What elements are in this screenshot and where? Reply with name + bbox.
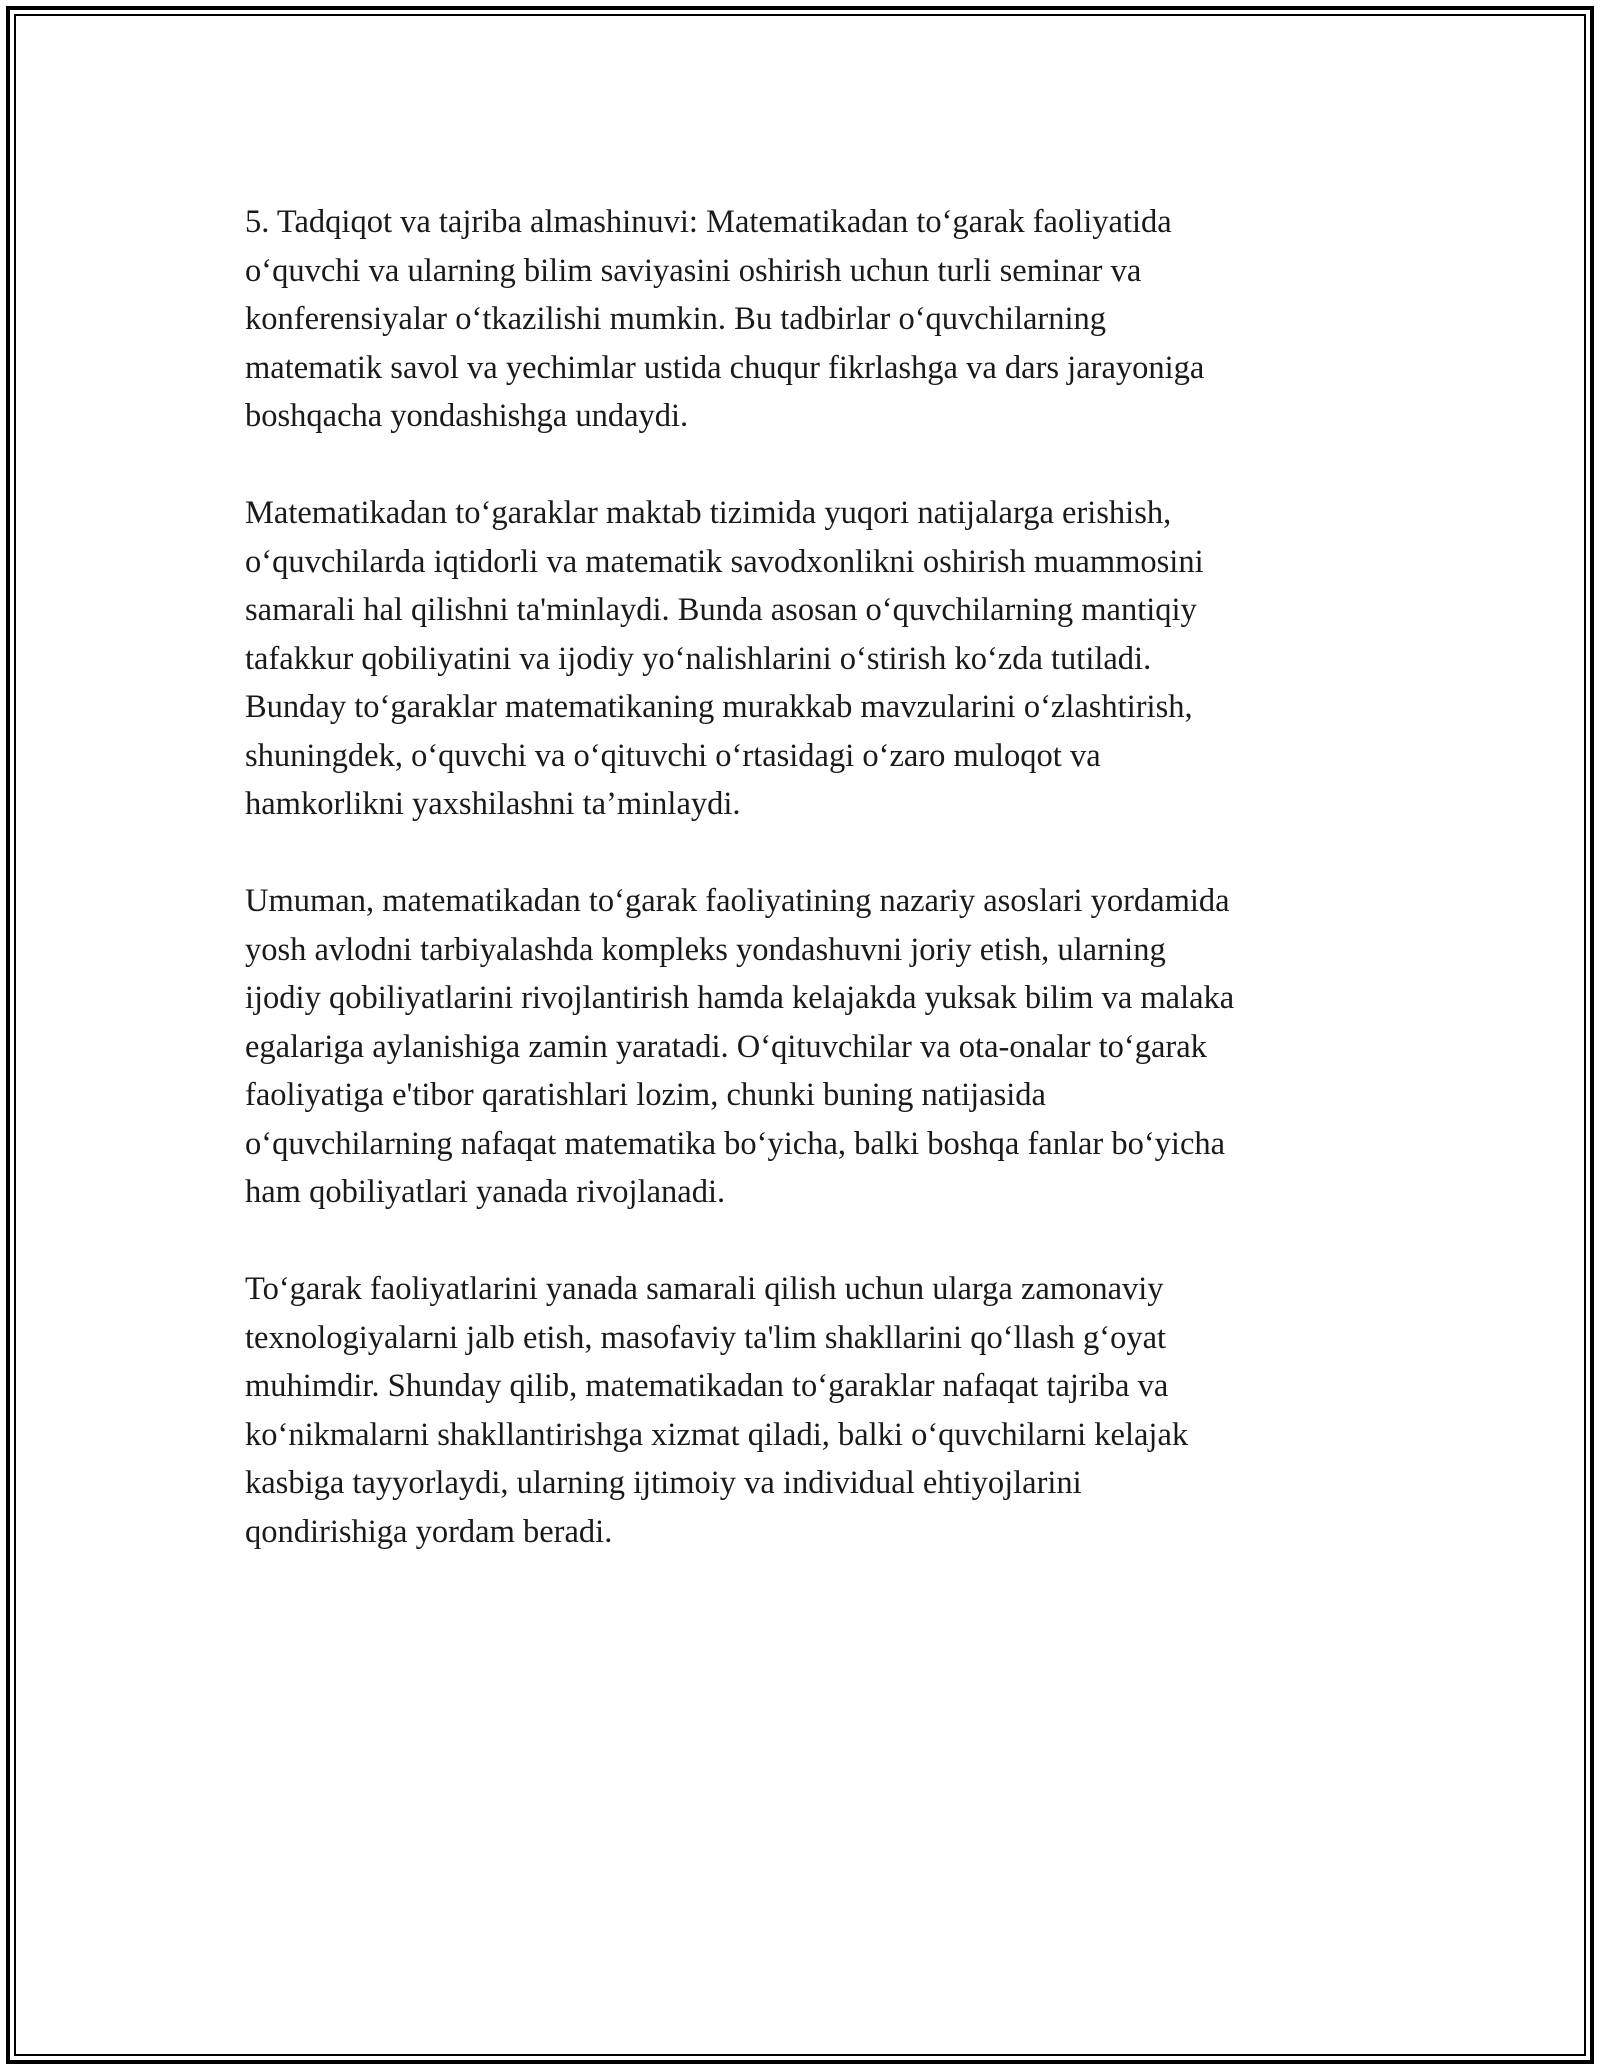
text-line: samarali hal qilishni ta'minlaydi. Bunda asosan o‘quvchilarning mantiqiy xyxy=(245,592,1197,628)
document-body xyxy=(245,198,1405,1605)
text-line: ko‘nikmalarni shakllantirishga xizmat qiladi, balki o‘quvchilarni kelajak xyxy=(245,1416,1189,1453)
text-line: ham qobiliyatlari yanada rivojlanadi. xyxy=(245,1174,726,1210)
page-frame xyxy=(6,6,1594,2064)
paragraph-3 xyxy=(245,877,1405,1217)
text-line: Bunday to‘garaklar matematikaning murakkab mavzularini o‘zlashtirish, xyxy=(245,689,1193,725)
text-line: shuningdek, o‘quvchi va o‘qituvchi o‘rtasidagi o‘zaro muloqot va xyxy=(245,737,1101,774)
paragraph-4 xyxy=(245,1265,1405,1556)
text-line: konferensiyalar o‘tkazilishi mumkin. Bu tadbirlar o‘quvchilarning xyxy=(245,301,1107,337)
paragraph-1 xyxy=(245,198,1405,441)
paragraph-2 xyxy=(245,489,1405,829)
text-line: o‘quvchilarda iqtidorli va matematik savodxonlikni oshirish muammosini xyxy=(245,543,1204,580)
text-line: egalariga aylanishiga zamin yaratadi. O‘qituvchilar va ota-onalar to‘garak xyxy=(245,1028,1207,1065)
text-line: o‘quvchilarning nafaqat matematika bo‘yicha, balki boshqa fanlar bo‘yicha xyxy=(245,1125,1226,1162)
text-line: Matematikadan to‘garaklar maktab tizimida yuqori natijalarga erishish, xyxy=(245,495,1172,531)
text-line: faoliyatiga e'tibor qaratishlari lozim, chunki buning natijasida xyxy=(245,1077,1046,1113)
text-line: Umuman, matematikadan to‘garak faoliyatining nazariy asoslari yordamida xyxy=(245,883,1230,919)
text-line: matematik savol va yechimlar ustida chuqur fikrlashga va dars jarayoniga xyxy=(245,349,1205,386)
text-line: kasbiga tayyorlaydi, ularning ijtimoiy va individual ehtiyojlarini xyxy=(245,1465,1082,1501)
text-line: hamkorlikni yaxshilashni ta’minlaydi. xyxy=(245,786,741,822)
text-line: muhimdir. Shunday qilib, matematikadan to‘garaklar nafaqat tajriba va xyxy=(245,1368,1169,1404)
text-line: qondirishiga yordam beradi. xyxy=(245,1513,613,1550)
text-line: ijodiy qobiliyatlarini rivojlantirish hamda kelajakda yuksak bilim va malaka xyxy=(245,980,1235,1016)
text-line: 5. Tadqiqot va tajriba almashinuvi: Matematikadan to‘garak faoliyatida xyxy=(245,204,1172,240)
text-line: To‘garak faoliyatlarini yanada samarali qilish uchun ularga zamonaviy xyxy=(245,1271,1164,1307)
text-line: boshqacha yondashishga undaydi. xyxy=(245,398,689,434)
text-line: texnologiyalarni jalb etish, masofaviy ta'lim shakllarini qo‘llash g‘oyat xyxy=(245,1319,1167,1356)
text-line: yosh avlodni tarbiyalashda kompleks yondashuvni joriy etish, ularning xyxy=(245,931,1166,968)
text-line: tafakkur qobiliyatini va ijodiy yo‘nalishlarini o‘stirish ko‘zda tutiladi. xyxy=(245,640,1152,677)
text-line: o‘quvchi va ularning bilim saviyasini oshirish uchun turli seminar va xyxy=(245,252,1142,289)
